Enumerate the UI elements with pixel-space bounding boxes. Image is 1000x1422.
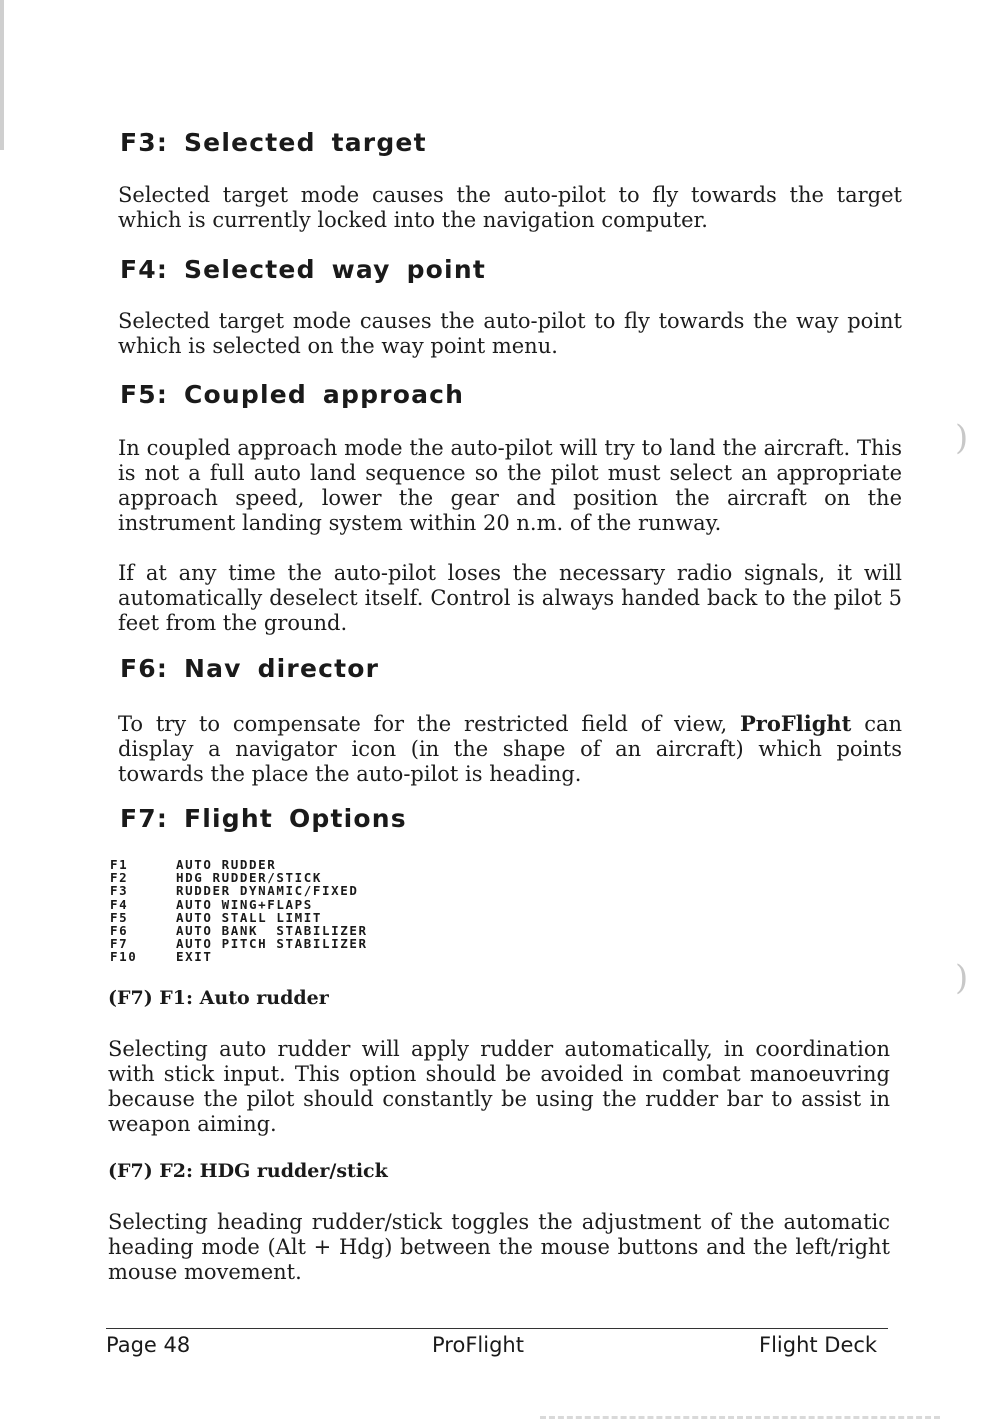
paragraph-f5-1: In coupled approach mode the auto-pilot will try to land the aircraft. This is not a full auto land sequence so the pilot must select an appropriate approach speed, lower the gear and position the aircraft on the instrument landing system within 20 n.m. of the runway. bbox=[118, 436, 902, 535]
menu-label: AUTO BANK STABILIZER bbox=[176, 923, 368, 939]
menu-key: F10 bbox=[110, 949, 138, 965]
subheading-auto-rudder: (F7) F1: Auto rudder bbox=[108, 987, 329, 1009]
menu-row bbox=[110, 898, 368, 911]
paragraph-f3: Selected target mode causes the auto-pilot to fly towards the target which is currently locked into the navigation computer. bbox=[118, 183, 902, 232]
menu-label: AUTO PITCH STABILIZER bbox=[176, 936, 368, 952]
heading-f4: F4: Selected way point bbox=[120, 255, 486, 284]
paragraph-f6 bbox=[118, 711, 902, 787]
heading-f7: F7: Flight Options bbox=[120, 804, 407, 833]
heading-f3: F3: Selected target bbox=[120, 128, 427, 157]
menu-key: F4 bbox=[110, 896, 129, 912]
footer-rule bbox=[106, 1328, 888, 1329]
menu-label: RUDDER DYNAMIC/FIXED bbox=[176, 883, 359, 899]
menu-label: HDG RUDDER/STICK bbox=[176, 870, 323, 886]
menu-label: AUTO STALL LIMIT bbox=[176, 909, 323, 925]
paragraph-f4: Selected target mode causes the auto-pilot to fly towards the way point which is selected on the way point menu. bbox=[118, 309, 902, 358]
menu-label: AUTO RUDDER bbox=[176, 857, 277, 872]
heading-f6: F6: Nav director bbox=[120, 654, 380, 683]
product-name: ProFlight bbox=[739, 711, 852, 736]
paragraph-auto-rudder: Selecting auto rudder will apply rudder automatically, in coordination with stick input. This option should be avoided in combat manoeuvring because the pilot should constantly be using the rudder bar to assist in weapon aiming. bbox=[108, 1037, 890, 1136]
menu-row bbox=[110, 884, 368, 897]
paragraph-f5-2: If at any time the auto-pilot loses the necessary radio signals, it will automatically deselect itself. Control is always handed back to the pilot 5 feet from the ground. bbox=[118, 561, 902, 635]
footer-page-number: Page 48 bbox=[106, 1333, 191, 1357]
menu-row bbox=[110, 937, 368, 950]
footer-title: ProFlight bbox=[432, 1333, 524, 1357]
flight-options-menu bbox=[110, 858, 368, 964]
margin-mark: ) bbox=[955, 958, 969, 998]
menu-label: AUTO WING+FLAPS bbox=[176, 896, 313, 912]
margin-mark: ) bbox=[955, 418, 969, 458]
paragraph-f6-text-2: can display a navigator icon (in the shape of an aircraft) which points towards the place the auto-pilot is heading. bbox=[118, 712, 902, 786]
paragraph-f6-text-1: To try to compensate for the restricted field of view, bbox=[118, 712, 740, 736]
paragraph-hdg-rudder-stick: Selecting heading rudder/stick toggles the adjustment of the automatic heading mode (Alt + Hdg) between the mouse buttons and the left/right mouse movement. bbox=[108, 1210, 890, 1284]
menu-key: F5 bbox=[110, 909, 129, 925]
menu-key: F3 bbox=[110, 883, 129, 899]
menu-key: F7 bbox=[110, 936, 129, 952]
scan-edge bbox=[540, 1416, 940, 1419]
menu-label: EXIT bbox=[176, 949, 213, 965]
menu-row bbox=[110, 950, 368, 963]
menu-key: F1 bbox=[110, 857, 129, 872]
subheading-hdg-rudder-stick: (F7) F2: HDG rudder/stick bbox=[108, 1160, 388, 1182]
menu-key: F6 bbox=[110, 923, 129, 939]
binder-edge bbox=[0, 0, 4, 150]
heading-f5: F5: Coupled approach bbox=[120, 380, 465, 409]
menu-key: F2 bbox=[110, 870, 129, 886]
footer-chapter: Flight Deck bbox=[759, 1333, 878, 1357]
